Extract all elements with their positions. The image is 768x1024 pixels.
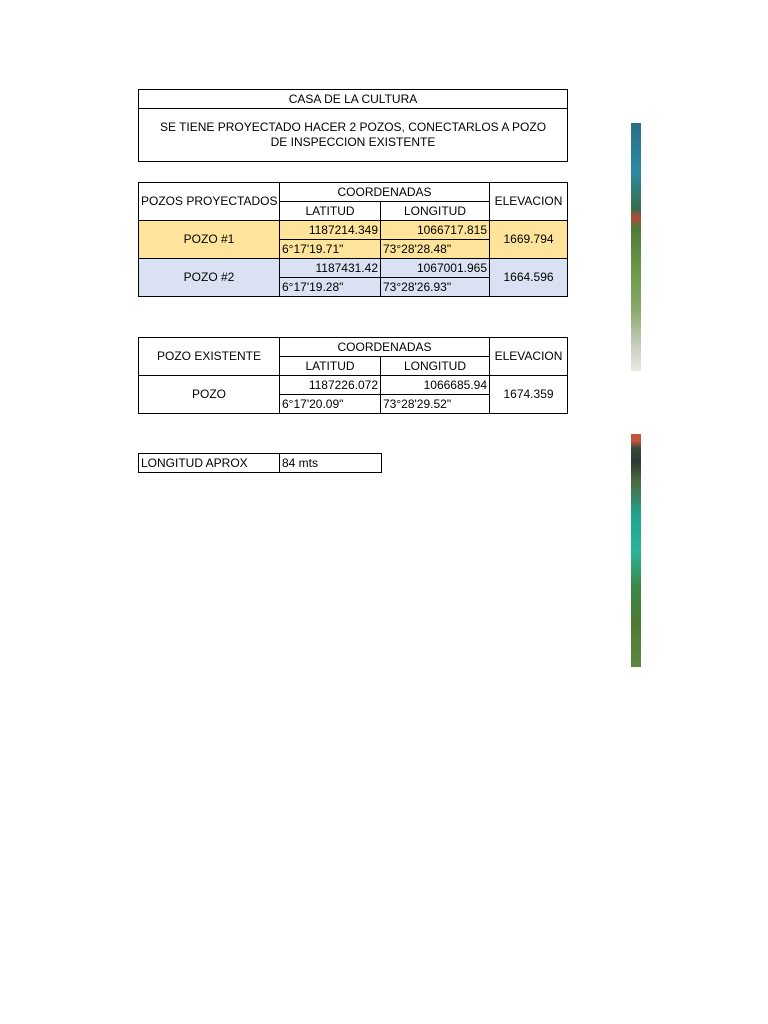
well-elevation: 1664.596: [490, 259, 568, 297]
header-latitude: LATITUD: [280, 202, 381, 221]
document-title: CASA DE LA CULTURA: [139, 90, 568, 109]
table-row: [139, 259, 568, 278]
well-elevation: 1669.794: [490, 221, 568, 259]
well-longitude-dms: 73°28'29.52": [381, 395, 490, 414]
length-table: [138, 453, 382, 473]
header-elevation: ELEVACION: [490, 338, 568, 376]
length-label: LONGITUD APROX: [139, 454, 280, 473]
header-elevation: ELEVACION: [490, 183, 568, 221]
well-name: POZO: [139, 376, 280, 414]
well-latitude: 1187214.349: [280, 221, 381, 240]
header-projected-wells: POZOS PROYECTADOS: [139, 183, 280, 221]
well-longitude-dms: 73°28'28.48": [381, 240, 490, 259]
table-row: [139, 221, 568, 240]
site-photo-1: [631, 123, 641, 371]
site-photo-2: [631, 434, 641, 667]
header-longitude: LONGITUD: [381, 202, 490, 221]
well-longitude-dms: 73°28'26.93": [381, 278, 490, 297]
well-name: POZO #1: [139, 221, 280, 259]
well-longitude: 1066685.94: [381, 376, 490, 395]
projected-wells-table: [138, 182, 568, 297]
well-latitude-dms: 6°17'19.71": [280, 240, 381, 259]
header-latitude: LATITUD: [280, 357, 381, 376]
title-table: [138, 89, 568, 162]
header-longitude: LONGITUD: [381, 357, 490, 376]
project-description: SE TIENE PROYECTADO HACER 2 POZOS, CONECTARLOS A POZO DE INSPECCION EXISTENTE: [139, 109, 568, 162]
table-row: [139, 376, 568, 395]
header-coordinates: COORDENADAS: [280, 183, 490, 202]
well-latitude: 1187226.072: [280, 376, 381, 395]
well-longitude: 1066717.815: [381, 221, 490, 240]
well-elevation: 1674.359: [490, 376, 568, 414]
well-name: POZO #2: [139, 259, 280, 297]
length-value: 84 mts: [280, 454, 382, 473]
header-existing-well: POZO EXISTENTE: [139, 338, 280, 376]
well-latitude: 1187431.42: [280, 259, 381, 278]
well-latitude-dms: 6°17'20.09": [280, 395, 381, 414]
well-longitude: 1067001.965: [381, 259, 490, 278]
header-coordinates: COORDENADAS: [280, 338, 490, 357]
existing-well-table: [138, 337, 568, 414]
well-latitude-dms: 6°17'19.28": [280, 278, 381, 297]
